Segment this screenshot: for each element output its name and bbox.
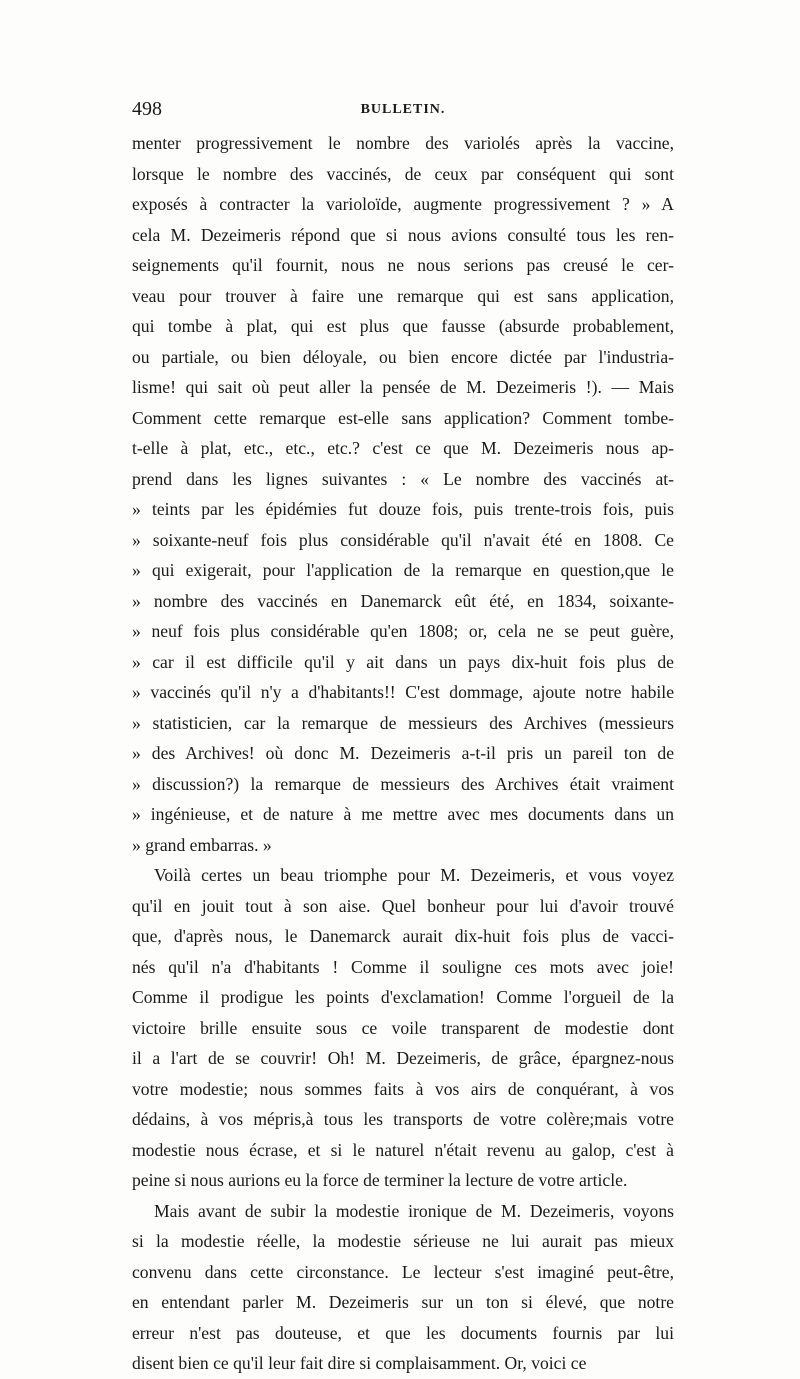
text-line: » des Archives! où donc M. Dezeimeris a-t-il pris un pareil ton de xyxy=(132,743,674,763)
text-line: ou partiale, ou bien déloyale, ou bien encore dictée par l'industria- xyxy=(132,346,674,367)
text-line: » ingénieuse, et de nature à me mettre avec mes documents dans un xyxy=(132,804,674,824)
text-line: t-elle à plat, etc., etc., etc.? c'est ce que M. Dezeimeris nous ap- xyxy=(132,438,674,458)
text-line: il a l'art de se couvrir! Oh! M. Dezeimeris, de grâce, épargnez-nous xyxy=(132,1048,674,1068)
text-line: si la modestie réelle, la modestie sérieuse ne lui aurait pas mieux xyxy=(132,1231,674,1251)
text-line: Voilà certes un beau triomphe pour M. Dezeimeris, et vous voyez xyxy=(154,865,674,885)
text-line: qui tombe à plat, qui est plus que fausse (absurde probablement, xyxy=(132,316,674,336)
text-line: Comment cette remarque est-elle sans application? Comment tombe- xyxy=(132,407,674,428)
text-line: » grand embarras. » xyxy=(132,834,272,855)
body-text xyxy=(132,128,674,1379)
text-line: dédains, à vos mépris,à tous les transports de votre colère;mais votre xyxy=(132,1109,674,1129)
text-line: lisme! qui sait où peut aller la pensée de M. Dezeimeris !). — Mais xyxy=(132,377,674,397)
text-line: Comme il prodigue les points d'exclamation! Comme l'orgueil de la xyxy=(132,987,674,1007)
text-line: » discussion?) la remarque de messieurs des Archives était vraiment xyxy=(132,773,674,794)
running-head: BULLETIN. xyxy=(360,102,446,117)
text-line: exposés à contracter la varioloïde, augmente progressivement ? » A xyxy=(132,194,674,214)
page-header xyxy=(132,98,674,122)
text-line: qu'il en jouit tout à son aise. Quel bonheur pour lui d'avoir trouvé xyxy=(132,895,674,916)
text-line: » statisticien, car la remarque de messieurs des Archives (messieurs xyxy=(132,712,674,733)
text-line: » nombre des vaccinés en Danemarck eût été, en 1834, soixante- xyxy=(132,590,674,611)
text-line: prend dans les lignes suivantes : « Le nombre des vaccinés at- xyxy=(132,468,674,489)
text-line: » teints par les épidémies fut douze fois, puis trente-trois fois, puis xyxy=(132,499,674,519)
text-line: victoire brille ensuite sous ce voile transparent de modestie dont xyxy=(132,1017,674,1038)
text-line: lorsque le nombre des vaccinés, de ceux par conséquent qui sont xyxy=(132,163,674,184)
text-line: nés qu'il n'a d'habitants ! Comme il souligne ces mots avec joie! xyxy=(132,956,674,977)
text-line: seignements qu'il fournit, nous ne nous serions pas creusé le cer- xyxy=(132,255,674,275)
text-line: » vaccinés qu'il n'y a d'habitants!! C'est dommage, ajoute notre habile xyxy=(132,682,674,702)
text-line: modestie nous écrase, et si le naturel n'était revenu au galop, c'est à xyxy=(132,1139,674,1160)
text-line: votre modestie; nous sommes faits à vos airs de conquérant, à vos xyxy=(132,1078,674,1099)
text-line: disent bien ce qu'il leur fait dire si complaisamment. Or, voici ce xyxy=(132,1353,587,1373)
text-line: en entendant parler M. Dezeimeris sur un ton si élevé, que notre xyxy=(132,1292,674,1312)
text-line: convenu dans cette circonstance. Le lecteur s'est imaginé peut-être, xyxy=(132,1261,674,1282)
text-line: cela M. Dezeimeris répond que si nous avions consulté tous les ren- xyxy=(132,224,674,245)
text-line: veau pour trouver à faire une remarque qui est sans application, xyxy=(132,285,674,306)
text-line: » neuf fois plus considérable qu'en 1808; or, cela ne se peut guère, xyxy=(132,621,674,641)
text-line: que, d'après nous, le Danemarck aurait dix-huit fois plus de vacci- xyxy=(132,926,674,946)
text-line: peine si nous aurions eu la force de terminer la lecture de votre article. xyxy=(132,1170,628,1190)
text-line: Mais avant de subir la modestie ironique de M. Dezeimeris, voyons xyxy=(154,1200,674,1221)
text-line: menter progressivement le nombre des variolés après la vaccine, xyxy=(132,133,674,153)
text-line: erreur n'est pas douteuse, et que les documents fournis par lui xyxy=(132,1322,674,1343)
text-line: » qui exigerait, pour l'application de la remarque en question,que le xyxy=(132,560,674,580)
text-line: » car il est difficile qu'il y ait dans un pays dix-huit fois plus de xyxy=(132,651,674,672)
page-number: 498 xyxy=(132,98,162,120)
text-line: » soixante-neuf fois plus considérable qu'il n'avait été en 1808. Ce xyxy=(132,529,674,550)
